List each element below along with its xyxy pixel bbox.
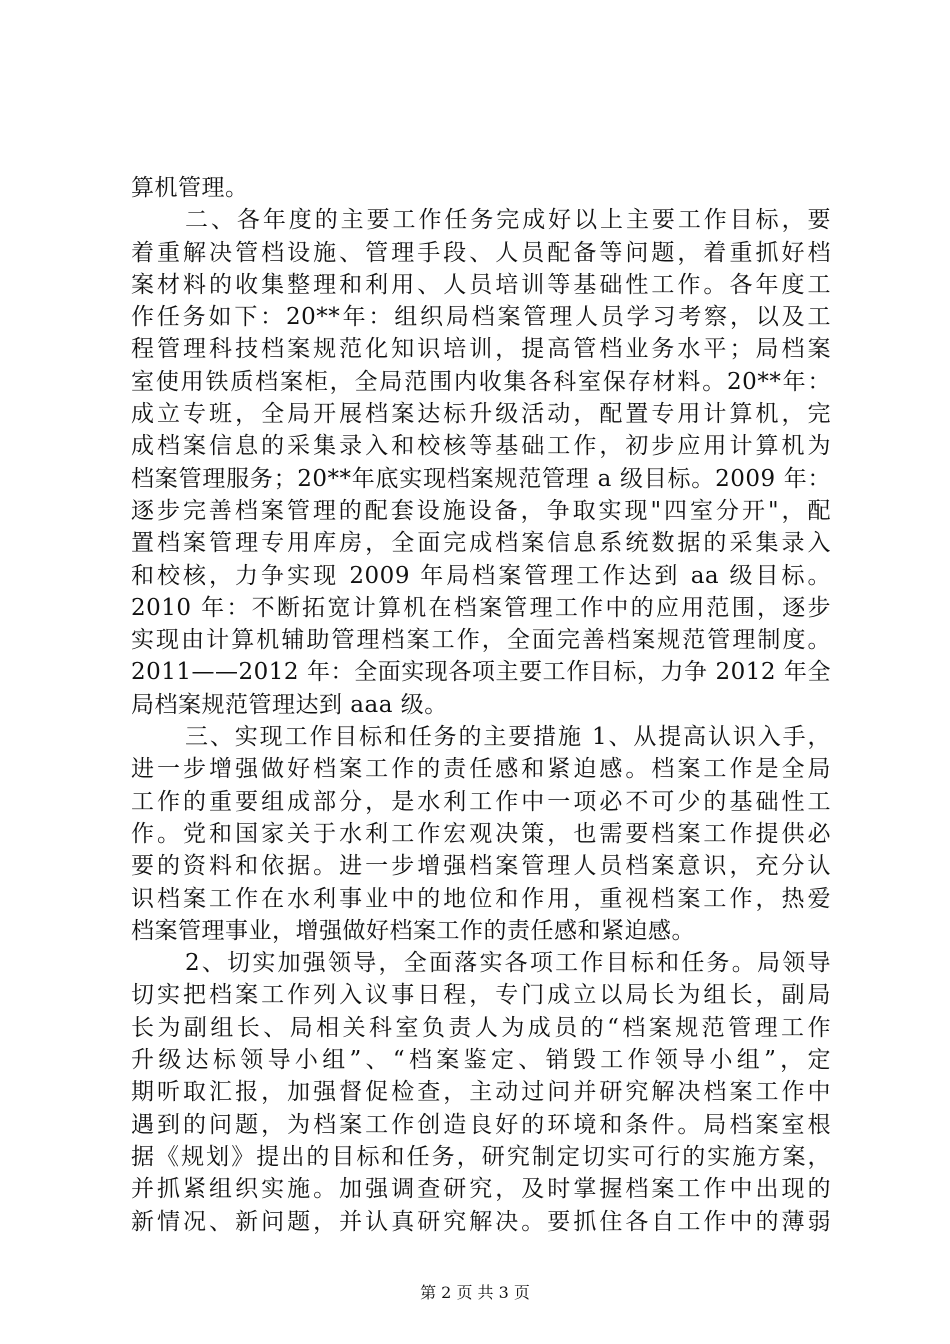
text-line: 期听取汇报，加强督促检查，主动过问并研究解决档案工作中 <box>131 1079 831 1106</box>
text-line: 室使用铁质档案柜，全局范围内收集各科室保存材料。20**年： <box>131 368 831 395</box>
text-line: 2、切实加强领导，全面落实各项工作目标和任务。局领导 <box>185 950 831 977</box>
document-body <box>131 172 831 1238</box>
page-number-footer: 第 2 页 共 3 页 <box>420 1283 530 1302</box>
text-line: 作。党和国家关于水利工作宏观决策，也需要档案工作提供必 <box>131 820 831 847</box>
text-line: 新情况、新问题，并认真研究解决。要抓住各自工作中的薄弱 <box>131 1208 831 1235</box>
text-line: 遇到的问题，为档案工作创造良好的环境和条件。局档案室根 <box>131 1111 831 1138</box>
text-line: 工作的重要组成部分，是水利工作中一项必不可少的基础性工 <box>131 788 831 815</box>
text-line: 成档案信息的采集录入和校核等基础工作，初步应用计算机为 <box>131 433 831 460</box>
text-line: 三、实现工作目标和任务的主要措施 1、从提高认识入手， <box>185 724 831 751</box>
text-line: 置档案管理专用库房，全面完成档案信息系统数据的采集录入 <box>131 530 831 557</box>
text-line: 识档案工作在水利事业中的地位和作用，重视档案工作，热爱 <box>131 885 831 912</box>
text-line: 局档案规范管理达到 aaa 级。 <box>131 691 448 718</box>
text-line: 2010 年：不断拓宽计算机在档案管理工作中的应用范围，逐步 <box>131 594 831 621</box>
text-line: 着重解决管档设施、管理手段、人员配备等问题，着重抓好档 <box>131 239 831 266</box>
text-line: 要的资料和依据。进一步增强档案管理人员档案意识，充分认 <box>131 853 831 880</box>
text-line: 作任务如下：20**年：组织局档案管理人员学习考察，以及工 <box>131 304 831 331</box>
text-line: 案材料的收集整理和利用、人员培训等基础性工作。各年度工 <box>131 271 831 298</box>
text-line: 逐步完善档案管理的配套设施设备，争取实现"四室分开"，配 <box>131 497 831 524</box>
text-line: 算机管理。 <box>131 175 249 201</box>
text-line: 和校核，力争实现 2009 年局档案管理工作达到 aa 级目标。 <box>131 562 831 589</box>
text-line: 程管理科技档案规范化知识培训，提高管档业务水平；局档案 <box>131 336 831 363</box>
text-line: 成立专班，全局开展档案达标升级活动，配置专用计算机，完 <box>131 401 831 428</box>
text-line: 进一步增强做好档案工作的责任感和紧迫感。档案工作是全局 <box>131 756 831 783</box>
text-line: 二、各年度的主要工作任务完成好以上主要工作目标，要 <box>185 207 831 234</box>
text-line: 档案管理事业，增强做好档案工作的责任感和紧迫感。 <box>131 917 695 944</box>
text-line: 据《规划》提出的目标和任务，研究制定切实可行的实施方案， <box>131 1143 831 1170</box>
text-line: 并抓紧组织实施。加强调查研究，及时掌握档案工作中出现的 <box>131 1176 831 1203</box>
text-line: 升级达标领导小组”、“档案鉴定、销毁工作领导小组”，定 <box>131 1047 831 1074</box>
text-line: 2011——2012 年：全面实现各项主要工作目标，力争 2012 年全 <box>131 659 831 686</box>
text-line: 档案管理服务；20**年底实现档案规范管理 a 级目标。2009 年： <box>131 465 831 492</box>
text-line: 长为副组长、局相关科室负责人为成员的“档案规范管理工作 <box>131 1014 831 1041</box>
text-line: 实现由计算机辅助管理档案工作，全面完善档案规范管理制度。 <box>131 627 831 654</box>
text-line: 切实把档案工作列入议事日程，专门成立以局长为组长，副局 <box>131 982 831 1009</box>
